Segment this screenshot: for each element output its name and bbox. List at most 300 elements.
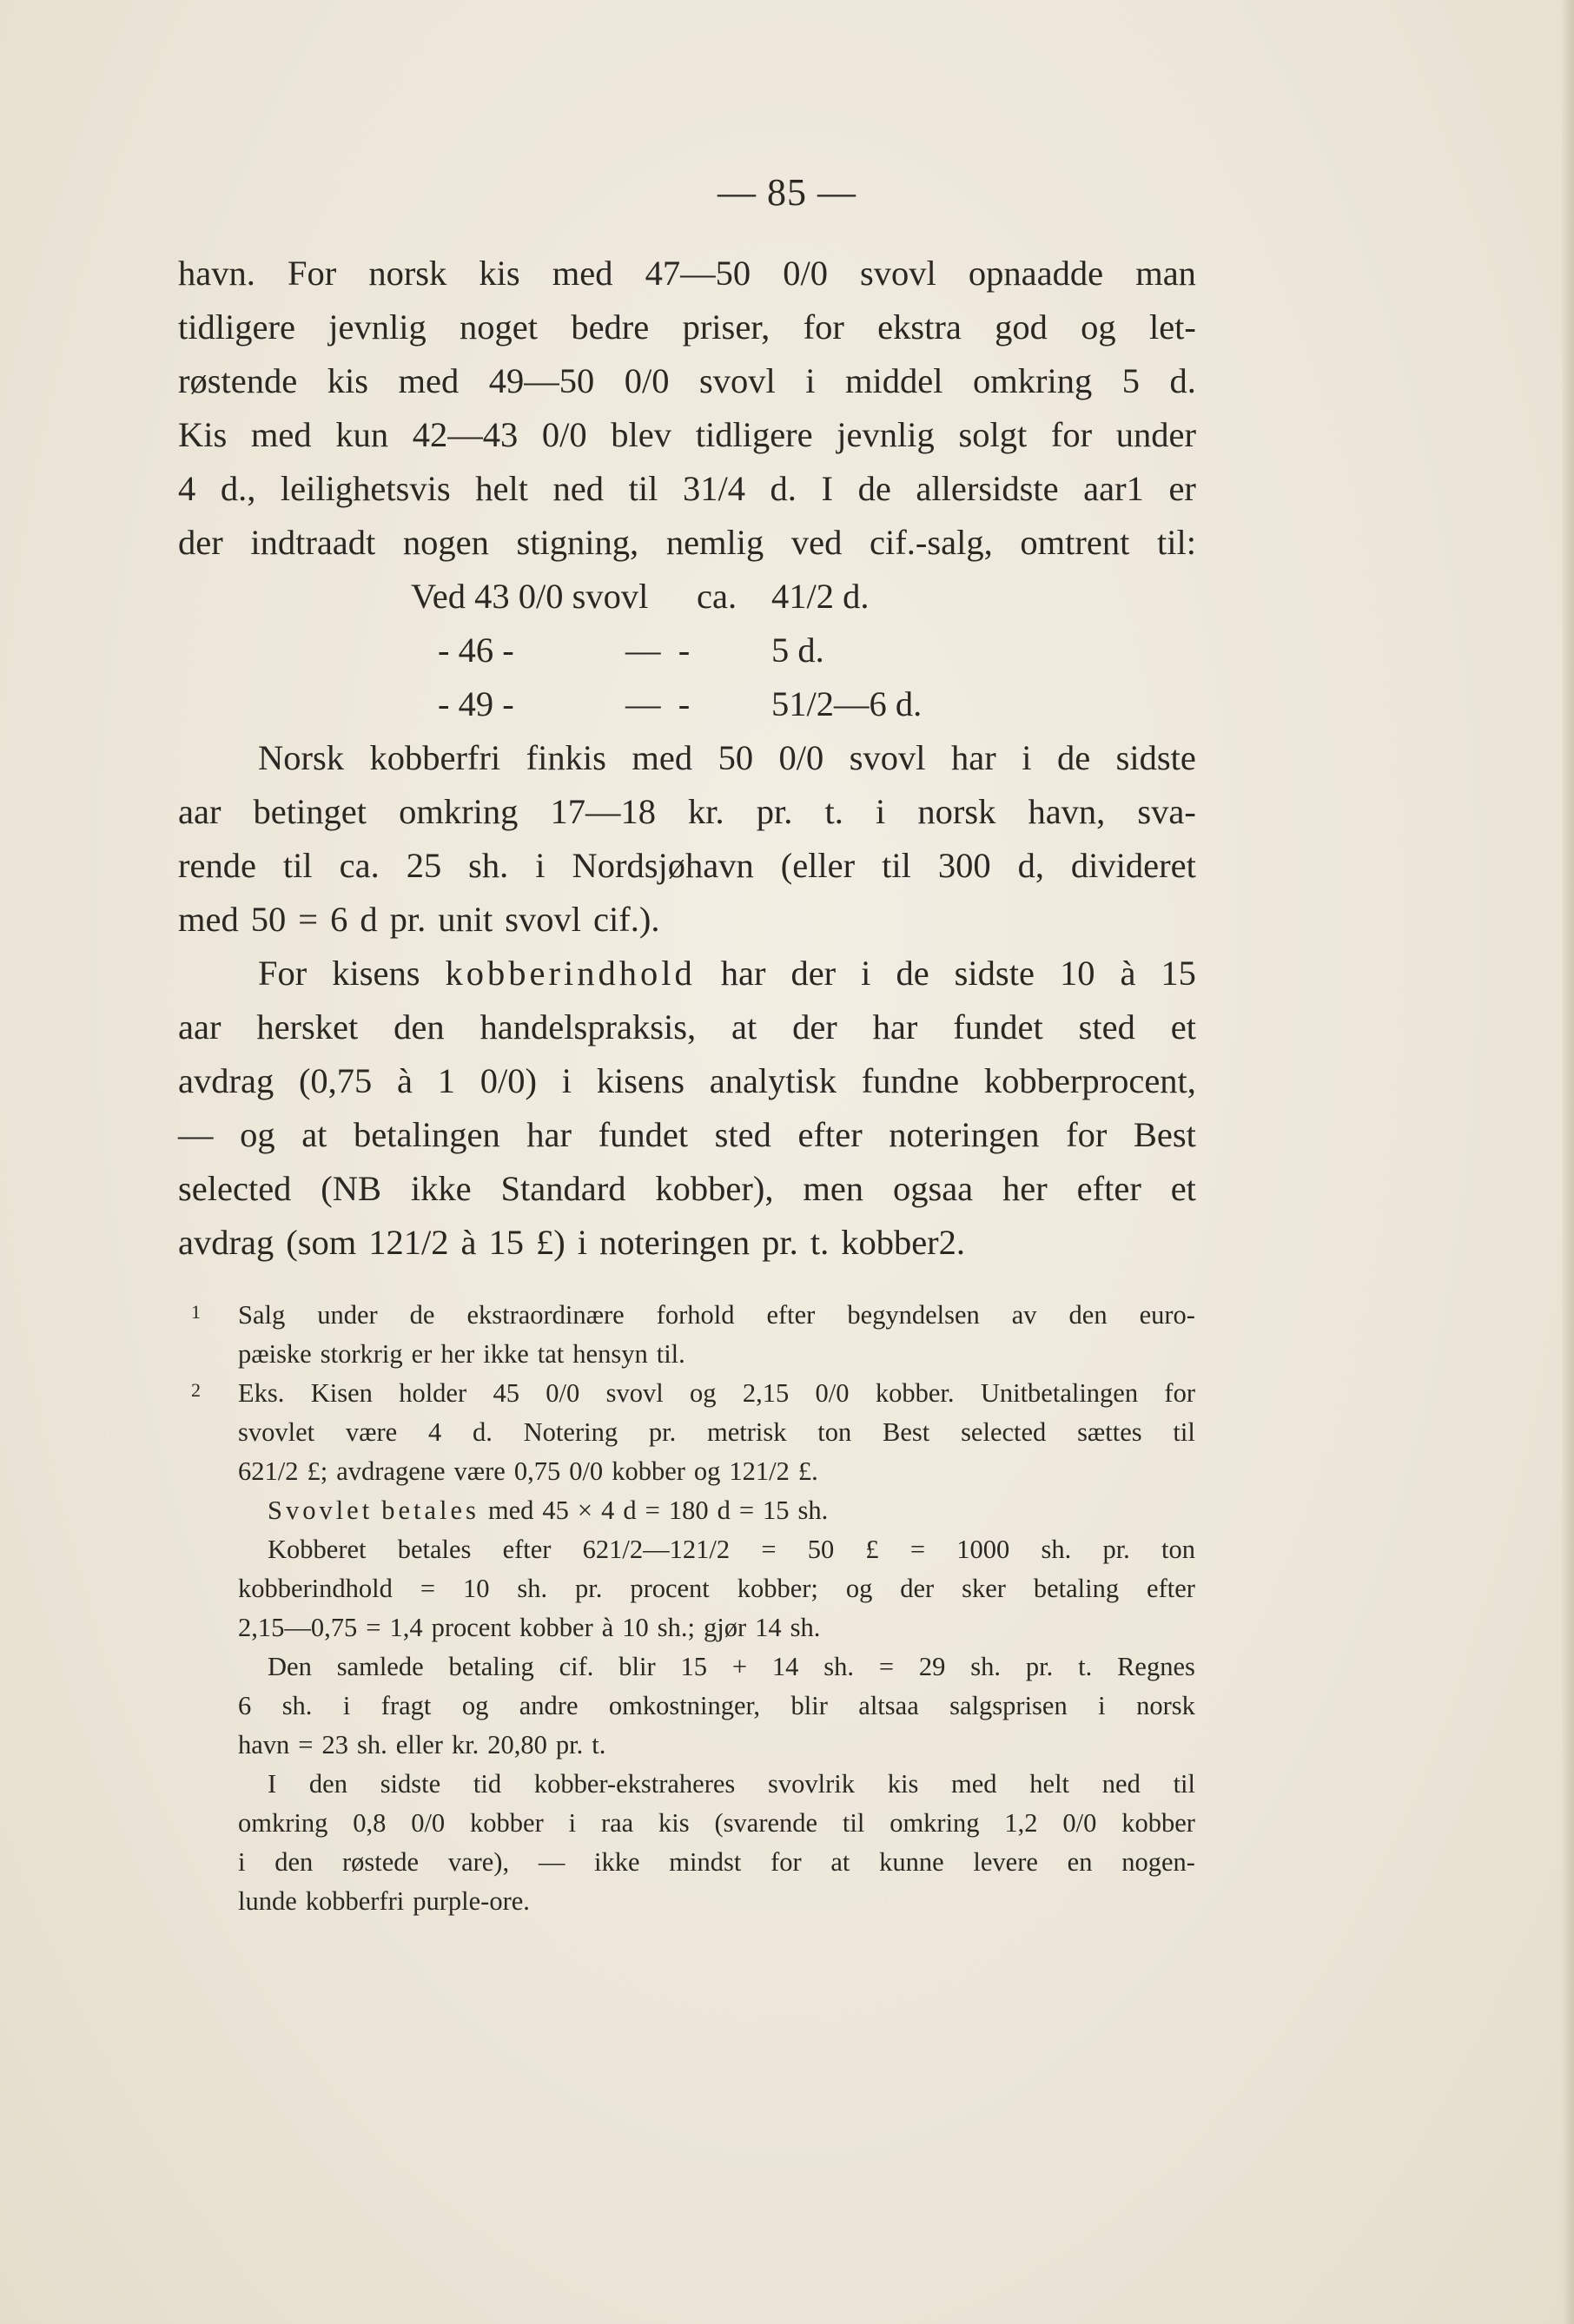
word: t. xyxy=(824,792,843,831)
word: à xyxy=(460,1223,477,1262)
word: Eks. xyxy=(238,1378,285,1408)
text-line xyxy=(178,785,1196,839)
word: efter xyxy=(1076,1169,1141,1208)
word: har xyxy=(526,1115,572,1154)
word: ikke xyxy=(483,1339,529,1369)
word: de xyxy=(409,1300,435,1330)
word: Kobberet xyxy=(268,1535,367,1564)
word: metrisk xyxy=(707,1417,787,1447)
word: kobberindhold xyxy=(445,954,696,993)
word: kobber-ekstraheres xyxy=(533,1769,736,1799)
text-line xyxy=(178,731,1196,785)
footnote-line xyxy=(181,1452,1195,1491)
word: 2,15 xyxy=(742,1378,790,1408)
word: 50 xyxy=(807,1535,835,1564)
footnote-line xyxy=(181,1843,1195,1882)
word: der xyxy=(790,954,837,993)
word: svovl xyxy=(505,900,581,939)
word: Svovlet xyxy=(268,1495,374,1525)
word: av xyxy=(1011,1300,1037,1330)
word: omkring xyxy=(399,792,519,831)
word: 6 xyxy=(330,900,348,939)
word: sh.; xyxy=(657,1613,696,1642)
word: helt xyxy=(1029,1769,1070,1799)
word: — xyxy=(538,1847,565,1877)
price-row-middle: — - xyxy=(625,631,691,670)
word: med xyxy=(250,415,312,454)
word: kr. xyxy=(688,792,724,831)
word: 0,8 xyxy=(353,1808,387,1838)
word: og xyxy=(845,1574,873,1603)
word: til: xyxy=(1156,523,1196,562)
word: norsk xyxy=(1136,1691,1195,1720)
price-row xyxy=(178,624,1196,677)
word: For xyxy=(258,954,308,993)
word: efter xyxy=(797,1115,863,1154)
word: bedre xyxy=(571,307,650,347)
word: norsk xyxy=(368,254,447,293)
word: 4 xyxy=(427,1417,442,1447)
word: kobber2. xyxy=(841,1223,966,1262)
word: kis xyxy=(887,1769,919,1799)
word: kr. xyxy=(451,1730,479,1760)
word: 621/2—121/2 xyxy=(582,1535,731,1564)
word: kobber xyxy=(612,1456,685,1486)
word: og xyxy=(461,1691,489,1720)
word: aar xyxy=(178,792,222,831)
word: raa xyxy=(600,1808,634,1838)
word: sh. xyxy=(468,846,509,885)
word: 1,2 xyxy=(1004,1808,1038,1838)
word: i xyxy=(861,954,871,993)
word: Salg xyxy=(238,1300,286,1330)
word: handelspraksis, xyxy=(479,1007,697,1046)
word: kis xyxy=(327,361,368,400)
word: selected xyxy=(178,1169,292,1208)
word: 4 xyxy=(601,1495,615,1525)
word: sted xyxy=(1078,1007,1135,1046)
word: i xyxy=(342,1691,351,1720)
word: svovlrik xyxy=(768,1769,855,1799)
price-row xyxy=(178,677,1196,731)
price-row-label: Ved 43 0/0 svovl xyxy=(411,577,649,616)
word: d. xyxy=(1169,361,1196,400)
word: allersidste xyxy=(916,469,1059,508)
word: euro- xyxy=(1139,1300,1195,1330)
word: kis xyxy=(479,254,520,293)
word: man xyxy=(1135,254,1196,293)
word: pr. xyxy=(1102,1535,1130,1564)
word: har xyxy=(720,954,766,993)
word: finkis xyxy=(526,738,606,777)
word: til xyxy=(1173,1417,1195,1447)
word: 5 xyxy=(1121,361,1140,400)
text-line xyxy=(178,1054,1196,1108)
word: svovl xyxy=(849,738,926,777)
word: der xyxy=(900,1574,935,1603)
price-row-middle: ca. xyxy=(697,577,737,616)
word: ogsaa xyxy=(892,1169,974,1208)
word: 0/0 xyxy=(783,254,828,293)
word: pr. xyxy=(389,900,427,939)
word: 50 xyxy=(718,738,754,777)
price-row xyxy=(178,570,1196,624)
word: kobberfri xyxy=(369,738,501,777)
word: d xyxy=(623,1495,637,1525)
word: sidste xyxy=(380,1769,441,1799)
word: 15 xyxy=(680,1652,707,1681)
word: = xyxy=(366,1613,381,1642)
word: + xyxy=(731,1652,748,1681)
word: svovl xyxy=(605,1378,664,1408)
word: d xyxy=(717,1495,731,1525)
word: 1,4 xyxy=(389,1613,423,1642)
word: blev xyxy=(611,415,672,454)
word: eller xyxy=(395,1730,443,1760)
word: ca. xyxy=(339,846,380,885)
paragraph-1 xyxy=(178,247,1196,570)
word: 14 xyxy=(755,1613,782,1642)
word: rende xyxy=(178,846,256,885)
word: at xyxy=(830,1847,850,1877)
word: sh. xyxy=(517,1574,548,1603)
word: (som xyxy=(286,1223,357,1262)
word: for xyxy=(770,1847,802,1877)
word: være xyxy=(345,1417,398,1447)
word: efter xyxy=(766,1300,816,1330)
word: et xyxy=(1170,1169,1196,1208)
word: fragt xyxy=(380,1691,432,1720)
word: £) xyxy=(535,1223,565,1262)
word: procent xyxy=(630,1574,710,1603)
word: 31/4 xyxy=(682,469,745,508)
word: svovl xyxy=(860,254,936,293)
word: salgsprisen xyxy=(949,1691,1068,1720)
word: for xyxy=(1066,1115,1108,1154)
word: leilighetsvis xyxy=(280,469,451,508)
word: betinget xyxy=(253,792,367,831)
word: 121/2 xyxy=(368,1223,449,1262)
word: men xyxy=(803,1169,864,1208)
footnote-line xyxy=(181,1569,1195,1608)
word: og xyxy=(1081,307,1116,347)
word: sva- xyxy=(1137,792,1196,831)
word: d. xyxy=(473,1417,493,1447)
word: à xyxy=(601,1613,614,1642)
word: med xyxy=(632,738,693,777)
word: divideret xyxy=(1070,846,1196,885)
page-number: — 85 — xyxy=(718,171,856,214)
footnote-2 xyxy=(181,1374,1195,1921)
text-line xyxy=(178,354,1196,408)
word: 10 xyxy=(1059,954,1095,993)
word: sh. xyxy=(357,1730,387,1760)
word: kobber xyxy=(519,1613,593,1642)
word: ton xyxy=(817,1417,852,1447)
word: 50 xyxy=(250,900,287,939)
word: er xyxy=(411,1339,433,1369)
word: i xyxy=(577,1223,587,1262)
word: stigning, xyxy=(516,523,639,562)
price-row-price: 41/2 d. xyxy=(771,577,870,616)
word: Den xyxy=(268,1652,312,1681)
word: efter xyxy=(502,1535,552,1564)
word: à xyxy=(397,1061,413,1100)
word: purple-ore. xyxy=(413,1886,530,1916)
word: ekstraordinære xyxy=(466,1300,625,1330)
footnote-line xyxy=(181,1687,1195,1726)
word: her xyxy=(1002,1169,1048,1208)
text-line xyxy=(178,1162,1196,1216)
word: sted xyxy=(714,1115,771,1154)
paragraph-3 xyxy=(178,947,1196,1270)
word: noteringen xyxy=(599,1223,751,1262)
text-line xyxy=(178,462,1196,516)
word: × xyxy=(577,1495,593,1525)
word: tidligere xyxy=(178,307,295,347)
text-line xyxy=(178,1000,1196,1054)
price-table xyxy=(178,570,1196,731)
word: til xyxy=(628,469,658,508)
word: kobber xyxy=(1121,1808,1195,1838)
word: i xyxy=(1098,1691,1106,1720)
word: er xyxy=(1168,469,1196,508)
word: kis xyxy=(658,1808,690,1838)
word: 2,15—0,75 xyxy=(238,1613,358,1642)
word: Kisen xyxy=(310,1378,373,1408)
word: Unitbetalingen xyxy=(980,1378,1139,1408)
word: holder xyxy=(399,1378,467,1408)
word: Best xyxy=(1133,1115,1196,1154)
word: = xyxy=(909,1535,926,1564)
footnote-marker: 2 xyxy=(191,1379,201,1401)
word: tidligere xyxy=(695,415,813,454)
word: = xyxy=(645,1495,660,1525)
word: altsaa xyxy=(858,1691,919,1720)
page-edge xyxy=(1562,0,1574,2324)
word: middel xyxy=(845,361,943,400)
word: sh. xyxy=(970,1652,1002,1681)
word: Best xyxy=(883,1417,930,1447)
word: 20,80 xyxy=(487,1730,547,1760)
word: Regnes xyxy=(1117,1652,1195,1681)
word: procent xyxy=(431,1613,512,1642)
word: 4 xyxy=(178,469,196,508)
word: havn, xyxy=(1028,792,1106,831)
word: for xyxy=(1164,1378,1195,1408)
text-line xyxy=(178,1216,1196,1270)
word: £ xyxy=(865,1535,879,1564)
word: £; xyxy=(307,1456,328,1486)
text-line xyxy=(178,516,1196,570)
word: pr. xyxy=(555,1730,584,1760)
word: (NB xyxy=(321,1169,382,1208)
word: de xyxy=(896,954,929,993)
word: blir xyxy=(790,1691,828,1720)
word: her xyxy=(440,1339,475,1369)
word: let- xyxy=(1148,307,1196,347)
word: pr. xyxy=(756,792,793,831)
word: under xyxy=(1115,415,1196,454)
word: mindst xyxy=(669,1847,742,1877)
word: nemlig xyxy=(665,523,764,562)
word: betales xyxy=(397,1535,472,1564)
word: jevnlig xyxy=(328,307,427,347)
word: = xyxy=(878,1652,895,1681)
word: 25 xyxy=(406,846,442,885)
word: ned xyxy=(1101,1769,1141,1799)
word: kunne xyxy=(879,1847,944,1877)
word: 0/0 xyxy=(1062,1808,1097,1838)
word: havn xyxy=(238,1730,290,1760)
word: de xyxy=(1056,738,1091,777)
word: 23 xyxy=(321,1730,348,1760)
text-line xyxy=(178,947,1196,1000)
word: 180 xyxy=(668,1495,709,1525)
word: og xyxy=(693,1456,721,1486)
word: kun xyxy=(335,415,389,454)
word: kobber), xyxy=(655,1169,774,1208)
word: kisens xyxy=(332,954,420,993)
word: 0/0 xyxy=(815,1378,850,1408)
word: solgt xyxy=(958,415,1028,454)
text-line xyxy=(178,1108,1196,1162)
word: (0,75 xyxy=(298,1061,373,1100)
word: god xyxy=(995,307,1048,347)
word: andre xyxy=(519,1691,579,1720)
word: d xyxy=(360,900,378,939)
footnote-line xyxy=(181,1491,1195,1530)
word: avdragene xyxy=(336,1456,446,1486)
word: under xyxy=(317,1300,378,1330)
footnotes xyxy=(181,1296,1195,1921)
word: havn. xyxy=(178,254,255,293)
word: 10 xyxy=(462,1574,490,1603)
word: med xyxy=(398,361,460,400)
word: i xyxy=(1022,738,1032,777)
footnote-line xyxy=(181,1882,1195,1921)
word: fundet xyxy=(953,1007,1043,1046)
word: med xyxy=(951,1769,997,1799)
word: den xyxy=(1068,1300,1108,1330)
footnote-1 xyxy=(181,1296,1195,1374)
text-line xyxy=(178,300,1196,354)
word: kisens xyxy=(596,1061,684,1100)
word: Standard xyxy=(500,1169,626,1208)
word: I xyxy=(268,1769,277,1799)
word: opnaadde xyxy=(968,254,1104,293)
price-row-middle: — - xyxy=(625,684,691,723)
word: 6 xyxy=(238,1691,252,1720)
word: = xyxy=(298,1730,314,1760)
word: en xyxy=(1067,1847,1093,1877)
word: 121/2 xyxy=(729,1456,790,1486)
footnote-line xyxy=(181,1530,1195,1569)
word: kobber. xyxy=(875,1378,955,1408)
word: sidste xyxy=(1115,738,1196,777)
word: i xyxy=(805,361,816,400)
word: 0/0 xyxy=(541,415,587,454)
word: forhold xyxy=(656,1300,735,1330)
word: 0/0 xyxy=(624,361,670,400)
main-text xyxy=(178,247,1196,1270)
paragraph-2 xyxy=(178,731,1196,947)
word: I xyxy=(821,469,833,508)
word: kobber xyxy=(470,1808,544,1838)
word: sker xyxy=(962,1574,1006,1603)
word: sh. xyxy=(1041,1535,1072,1564)
word: sh. xyxy=(823,1652,854,1681)
footnote-line xyxy=(181,1374,1195,1413)
word: fundet xyxy=(598,1115,689,1154)
word: 0/0) xyxy=(479,1061,537,1100)
word: med xyxy=(487,1495,534,1525)
word: ekstra xyxy=(877,307,962,347)
footnote-line xyxy=(181,1608,1195,1647)
word: 42—43 xyxy=(412,415,519,454)
word: = xyxy=(761,1535,777,1564)
word: i xyxy=(561,1061,572,1100)
word: sh. xyxy=(790,1613,821,1642)
word: à xyxy=(1120,954,1136,993)
word: betaling xyxy=(448,1652,534,1681)
word: 47—50 xyxy=(645,254,751,293)
word: Nordsjøhavn xyxy=(572,846,754,885)
word: t. xyxy=(1078,1652,1093,1681)
word: tat xyxy=(537,1339,565,1369)
word: = xyxy=(298,900,319,939)
word: 1000 xyxy=(956,1535,1010,1564)
footnote-marker: 1 xyxy=(191,1301,201,1323)
word: har xyxy=(872,1007,918,1046)
word: 15 xyxy=(488,1223,524,1262)
word: efter xyxy=(1147,1574,1195,1603)
word: ikke xyxy=(594,1847,640,1877)
word: et xyxy=(1170,1007,1196,1046)
word: samlede xyxy=(336,1652,424,1681)
word: med xyxy=(178,900,239,939)
word: = xyxy=(420,1574,436,1603)
word: at xyxy=(731,1007,757,1046)
word: Norsk xyxy=(258,738,344,777)
word: 1 xyxy=(437,1061,456,1100)
word: pr. xyxy=(762,1223,798,1262)
word: omkring xyxy=(972,361,1093,400)
word: vare), xyxy=(447,1847,510,1877)
word: d., xyxy=(220,469,256,508)
word: den xyxy=(308,1769,347,1799)
word: For xyxy=(287,254,337,293)
word: sidste xyxy=(954,954,1035,993)
word: omtrent xyxy=(1020,523,1130,562)
word: for xyxy=(803,307,844,347)
word: norsk xyxy=(917,792,996,831)
word: t. xyxy=(810,1223,830,1262)
word: blir xyxy=(618,1652,656,1681)
word: levere xyxy=(973,1847,1038,1877)
word: aar1 xyxy=(1083,469,1144,508)
text-line xyxy=(178,408,1196,462)
word: hensyn xyxy=(572,1339,648,1369)
word: — xyxy=(178,1115,214,1154)
word: for xyxy=(1050,415,1093,454)
word: den xyxy=(274,1847,314,1877)
word: ved xyxy=(790,523,843,562)
word: de xyxy=(857,469,891,508)
word: ton xyxy=(1161,1535,1195,1564)
footnote-line xyxy=(181,1804,1195,1843)
word: i xyxy=(568,1808,577,1838)
